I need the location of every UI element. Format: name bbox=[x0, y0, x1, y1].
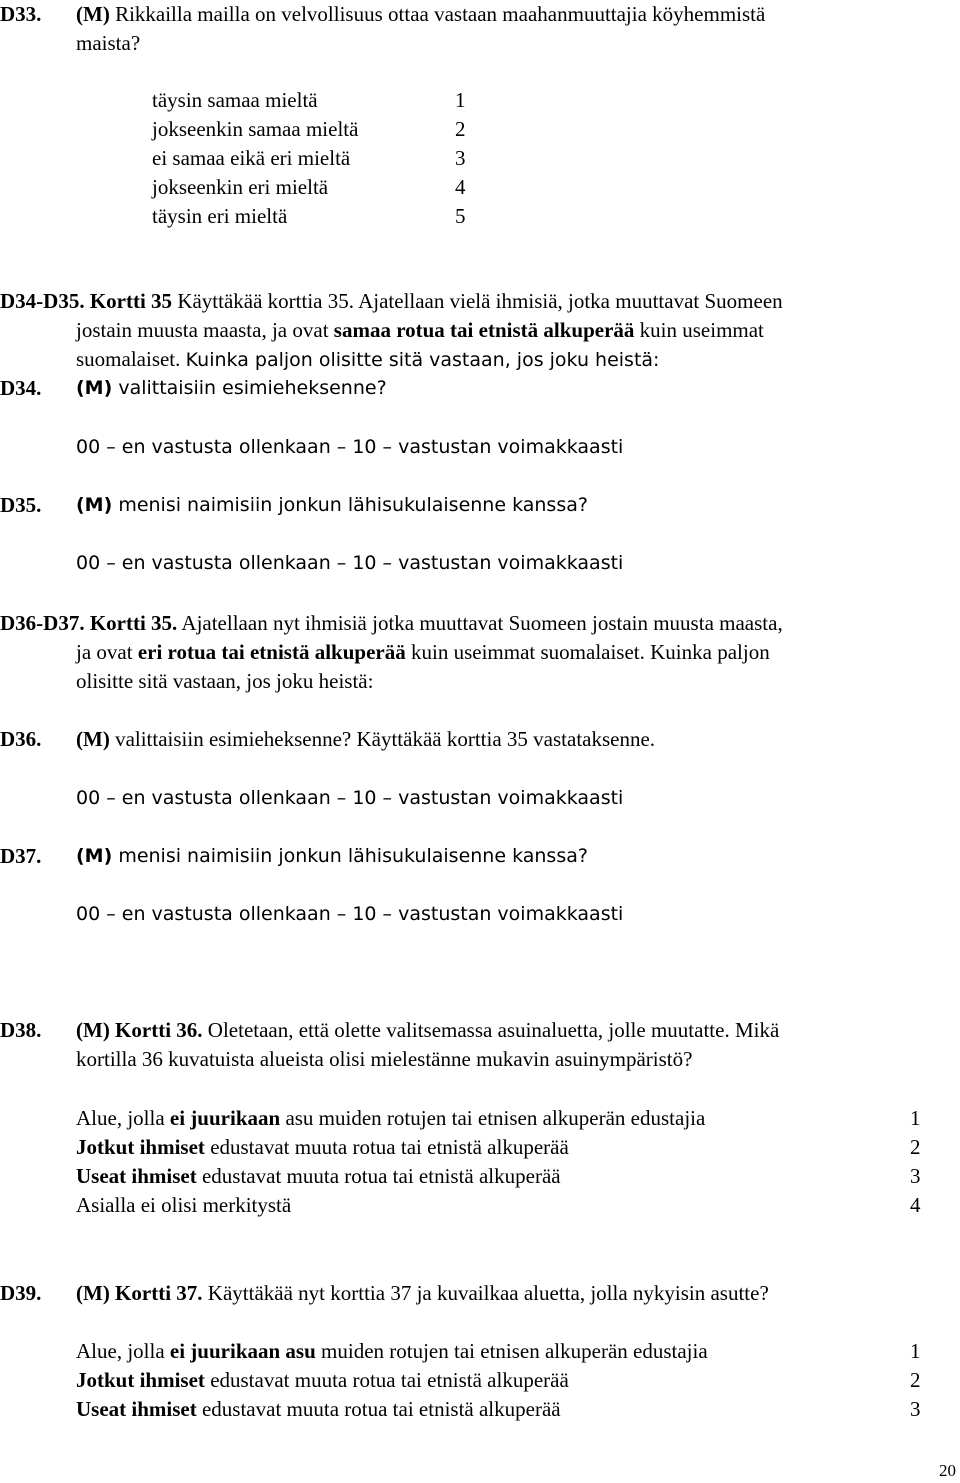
answer-scale: 00 – en vastusta ollenkaan – 10 – vastustan voimakkaasti bbox=[76, 552, 624, 574]
question-code: D35. bbox=[0, 493, 42, 517]
section-intro-cont: olisitte sitä vastaan, jos joku heistä: bbox=[76, 669, 374, 693]
section-intro-cont: jostain muusta maasta, ja ovat samaa rotua tai etnistä alkuperää kuin useimmat bbox=[76, 318, 764, 342]
answer-scale: 00 – en vastusta ollenkaan – 10 – vastustan voimakkaasti bbox=[76, 436, 624, 458]
answer-scale: 00 – en vastusta ollenkaan – 10 – vastustan voimakkaasti bbox=[76, 903, 624, 925]
question-text: (M) valittaisiin esimieheksenne? Käyttäkää korttia 35 vastataksenne. bbox=[76, 727, 656, 751]
page-number: 20 bbox=[939, 1461, 956, 1480]
question-code: D36. bbox=[0, 727, 42, 751]
question-code: D34. bbox=[0, 376, 42, 400]
question-text: (M) Kortti 37. Käyttäkää nyt korttia 37 ja kuvailkaa aluetta, jolla nykyisin asutte? bbox=[76, 1281, 769, 1305]
question-code: D39. bbox=[0, 1281, 42, 1305]
question-text: (M) Kortti 36. Oletetaan, että olette valitsemassa asuinaluetta, jolle muutatte. Mikä bbox=[76, 1018, 780, 1042]
question-text-cont: kortilla 36 kuvatuista alueista olisi mielestänne mukavin asuinympäristö? bbox=[76, 1047, 693, 1071]
question-text: (M) Rikkailla mailla on velvollisuus ottaa vastaan maahanmuuttajia köyhemmistä bbox=[76, 2, 766, 26]
question-text: (M) valittaisiin esimieheksenne? bbox=[76, 377, 387, 399]
question-text: (M) menisi naimisiin jonkun lähisukulaisenne kanssa? bbox=[76, 494, 588, 516]
section-intro-cont: suomalaiset. Kuinka paljon olisitte sitä vastaan, jos joku heistä: bbox=[76, 347, 660, 371]
section-intro: D34-D35. Kortti 35 Käyttäkää korttia 35. Ajatellaan vielä ihmisiä, jotka muuttavat Suomeen bbox=[0, 289, 783, 313]
section-intro-cont: ja ovat eri rotua tai etnistä alkuperää kuin useimmat suomalaiset. Kuinka paljon bbox=[76, 640, 770, 664]
question-text: (M) menisi naimisiin jonkun lähisukulaisenne kanssa? bbox=[76, 845, 588, 867]
answer-scale: 00 – en vastusta ollenkaan – 10 – vastustan voimakkaasti bbox=[76, 787, 624, 809]
section-intro: D36-D37. Kortti 35. Ajatellaan nyt ihmisiä jotka muuttavat Suomeen jostain muusta maasta, bbox=[0, 611, 783, 635]
question-code: D38. bbox=[0, 1018, 42, 1042]
question-code: D33. bbox=[0, 2, 42, 26]
question-code: D37. bbox=[0, 844, 42, 868]
question-text-cont: maista? bbox=[76, 31, 141, 55]
